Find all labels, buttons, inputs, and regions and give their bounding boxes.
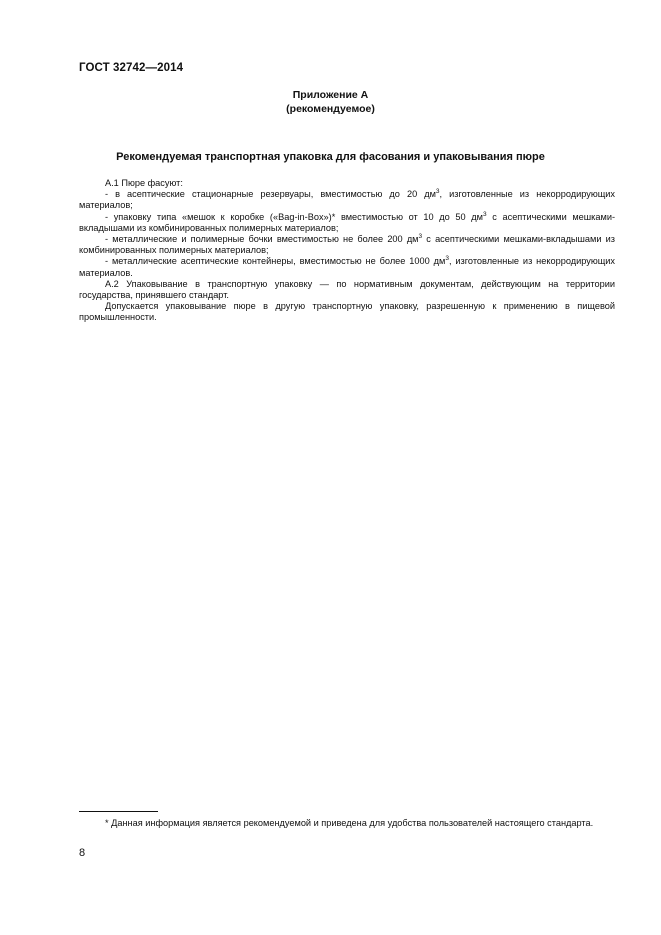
list-item-text: , изготовленные из некорродирующих материалов. — [79, 256, 615, 278]
paragraph-a2: А.2 Упаковывание в транспортную упаковку — по нормативным документам, действующим на территории государства, принявшего стандарт. — [79, 278, 615, 301]
superscript: 3 — [482, 210, 487, 218]
footnote-divider — [79, 811, 158, 812]
page-number: 8 — [79, 847, 86, 859]
list-item-text: с асептическими мешками-вкладышами из комбинированных полимерных материалов; — [79, 211, 616, 233]
list-item-containers — [79, 256, 615, 278]
section-title: Рекомендуемая транспортная упаковка для фасования и упаковывания пюре — [116, 151, 545, 163]
annex-status: (рекомендуемое) — [286, 103, 375, 115]
list-item-text: , изготовленные из некорродирующих материалов; — [79, 189, 616, 211]
list-item-stationary-tanks — [79, 189, 615, 211]
superscript: 3 — [445, 255, 449, 263]
list-item-text: - металлические и полимерные бочки вместимостью не более 200 дм — [105, 234, 419, 245]
list-item-bag-in-box — [79, 212, 615, 234]
paragraph-allowance: Допускается упаковывание пюре в другую транспортную упаковку, разрешенную к применению в пищевой промышленности. — [79, 301, 615, 323]
annex-title: Приложение А — [292, 89, 369, 101]
list-item-text: - металлические асептические контейнеры, вместимостью не более 1000 дм — [105, 256, 446, 267]
superscript: 3 — [435, 188, 440, 196]
list-item-text: - в асептические стационарные резервуары, вместимостью до 20 дм — [105, 189, 436, 200]
paragraph-a1: А.1 Пюре фасуют: — [105, 178, 183, 188]
body-text — [79, 178, 615, 324]
list-item-text: - упаковку типа «мешок к коробке («Bag-in-Box»)* вместимостью от 10 до 50 дм — [105, 211, 483, 222]
list-item-text: с асептическими мешками-вкладышами из комбинированных полимерных материалов; — [79, 234, 615, 256]
list-item-barrels — [79, 234, 615, 256]
footnote: * Данная информация является рекомендуемой и приведена для удобства пользователей настоящего стандарта. — [105, 818, 594, 828]
superscript: 3 — [418, 233, 423, 241]
document-code-header: ГОСТ 32742—2014 — [79, 62, 184, 74]
